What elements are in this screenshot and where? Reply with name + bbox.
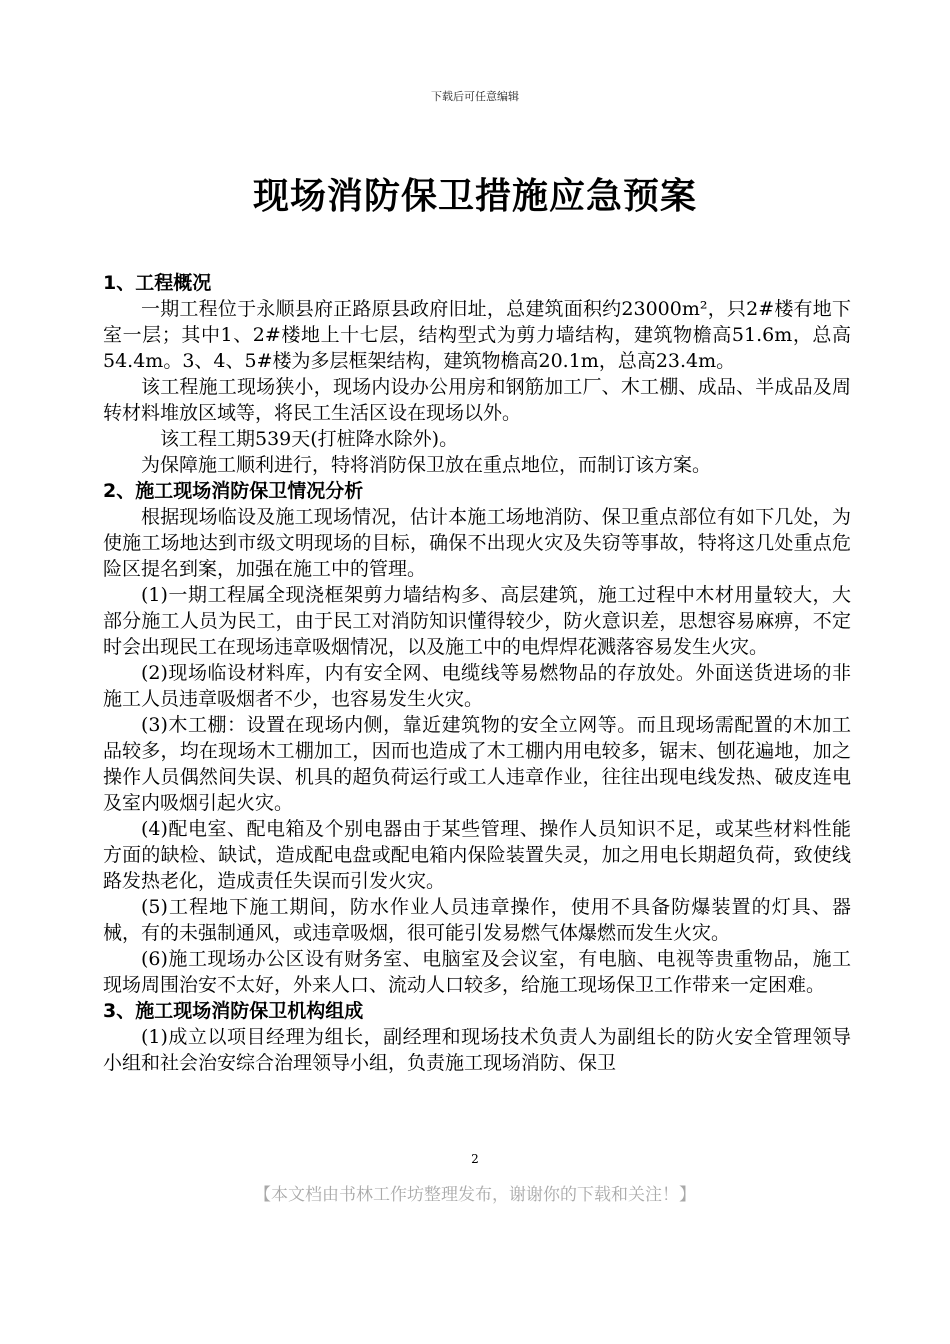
paragraph: 根据现场临设及施工现场情况，估计本施工场地消防、保卫重点部位有如下几处，为使施工场地达到市级文明现场的目标，确保不出现火灾及失窃等事故，特将这几处重点危险区提名到案，加强在施工中的管理。 — [103, 506, 851, 580]
document-title: 现场消防保卫措施应急预案 — [252, 175, 697, 217]
section-heading: 1、工程概况 — [103, 272, 212, 294]
paragraph: (2)现场临设材料库，内有安全网、电缆线等易燃物品的存放处。外面送货进场的非施工人员违章吸烟者不少，也容易发生火灾。 — [103, 662, 851, 710]
paragraph: 该工程工期539天(打桩降水除外)。 — [160, 428, 459, 450]
paragraph: 该工程施工现场狭小，现场内设办公用房和钢筋加工厂、木工棚、成品、半成品及周转材料堆放区域等，将民工生活区设在现场以外。 — [103, 376, 851, 424]
paragraph: (3)木工棚：设置在现场内侧，靠近建筑物的安全立网等。而且现场需配置的木加工品较多，均在现场木工棚加工，因而也造成了木工棚内用电较多，锯末、刨花遍地，加之操作人员偶然间失误、机具的超负荷运行或工人违章作业，往往出现电线发热、破皮连电及室内吸烟引起火灾。 — [103, 714, 851, 814]
section-heading: 2、施工现场消防保卫情况分析 — [103, 480, 364, 502]
header-note: 下载后可任意编辑 — [431, 90, 519, 103]
paragraph: 为保障施工顺利进行，特将消防保卫放在重点地位，而制订该方案。 — [141, 454, 712, 476]
paragraph: (4)配电室、配电箱及个别电器由于某些管理、操作人员知识不足，或某些材料性能方面的缺检、缺试，造成配电盘或配电箱内保险装置失灵，加之用电长期超负荷，致使线路发热老化，造成责任失误而引发火灾。 — [103, 818, 851, 892]
paragraph: (6)施工现场办公区设有财务室、电脑室及会议室，有电脑、电视等贵重物品，施工现场周围治安不太好，外来人口、流动人口较多，给施工现场保卫工作带来一定困难。 — [103, 948, 851, 996]
section-heading: 3、施工现场消防保卫机构组成 — [103, 1000, 364, 1022]
page-number: 2 — [471, 1152, 479, 1166]
document-body — [103, 270, 851, 1076]
paragraph: 一期工程位于永顺县府正路原县政府旧址，总建筑面积约23000m²，只2#楼有地下室一层；其中1、2#楼地上十七层，结构型式为剪力墙结构，建筑物檐高51.6m，总高54.4m。3、4、5#楼为多层框架结构，建筑物檐高20.1m，总高23.4m。 — [103, 298, 851, 372]
footer-note: 【本文档由书林工作坊整理发布，谢谢你的下载和关注！】 — [254, 1185, 696, 1205]
paragraph: (5)工程地下施工期间，防水作业人员违章操作，使用不具备防爆装置的灯具、器械，有的未强制通风，或违章吸烟，很可能引发易燃气体爆燃而发生火灾。 — [103, 896, 851, 944]
paragraph: (1)一期工程属全现浇框架剪力墙结构多、高层建筑，施工过程中木材用量较大，大部分施工人员为民工，由于民工对消防知识懂得较少，防火意识差，思想容易麻痹，不定时会出现民工在现场违章吸烟情况，以及施工中的电焊焊花溅落容易发生火灾。 — [103, 584, 851, 658]
paragraph: (1)成立以项目经理为组长，副经理和现场技术负责人为副组长的防火安全管理领导小组和社会治安综合治理领导小组，负责施工现场消防、保卫 — [103, 1026, 851, 1074]
